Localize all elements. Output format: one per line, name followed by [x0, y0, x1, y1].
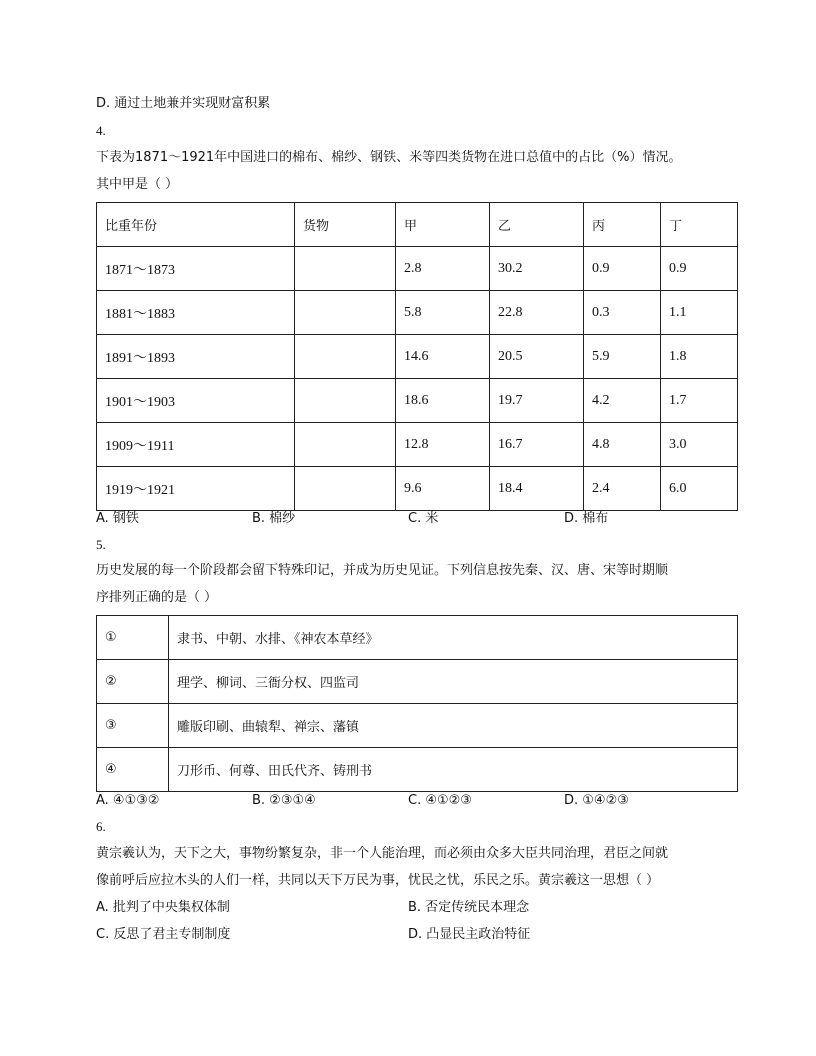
table-cell: 4.2: [584, 379, 661, 423]
table-cell: 0.3: [584, 291, 661, 335]
q5-stem-line1: 历史发展的每一个阶段都会留下特殊印记，并成为历史见证。下列信息按先秦、汉、唐、宋等时期顺: [96, 563, 669, 578]
q6-option-c[interactable]: C. 反思了君主专制制度: [96, 927, 231, 942]
q4-stem-line2: 其中甲是（ ）: [96, 177, 179, 192]
table-cell: 理学、柳词、三衙分权、四监司: [169, 660, 738, 704]
q5-stem-line2: 序排列正确的是（ ）: [96, 590, 218, 605]
table-cell: 18.4: [490, 467, 584, 511]
q5-number: 5.: [96, 537, 106, 552]
table-cell: 30.2: [490, 247, 584, 291]
table-cell: 22.8: [490, 291, 584, 335]
q6-option-a[interactable]: A. 批判了中央集权体制: [96, 900, 230, 915]
q6-stem-line2: 像前呼后应拉木头的人们一样，共同以天下万民为事，忧民之忧，乐民之乐。黄宗羲这一思想（ ）: [96, 873, 660, 888]
table-row: [97, 748, 738, 792]
table-cell: [295, 423, 396, 467]
q4-stem-line1: 下表为1871～1921年中国进口的棉布、棉纱、钢铁、米等四类货物在进口总值中的占比（%）情况。: [96, 150, 682, 165]
table-header-cell: 乙: [490, 203, 584, 247]
table-header-cell: 丁: [661, 203, 738, 247]
table-cell: 1.8: [661, 335, 738, 379]
q4-option-a[interactable]: A. 钢铁: [96, 511, 139, 526]
table-row: [97, 247, 738, 291]
q4-option-c[interactable]: C. 米: [408, 511, 439, 526]
table-cell: 16.7: [490, 423, 584, 467]
table-cell-marker: ④: [97, 748, 169, 792]
table-row: [97, 335, 738, 379]
table-cell: 0.9: [584, 247, 661, 291]
table-cell-marker: ②: [97, 660, 169, 704]
table-row: [97, 291, 738, 335]
table-row: [97, 704, 738, 748]
q4-table-header-row: [97, 203, 738, 247]
table-cell: 0.9: [661, 247, 738, 291]
q6-number: 6.: [96, 819, 106, 834]
table-cell: 20.5: [490, 335, 584, 379]
table-cell: 4.8: [584, 423, 661, 467]
table-cell: 6.0: [661, 467, 738, 511]
table-cell: 1891～1893: [97, 335, 295, 379]
table-header-cell: 丙: [584, 203, 661, 247]
table-cell: 隶书、中朝、水排、《神农本草经》: [169, 616, 738, 660]
table-cell: 1909～1911: [97, 423, 295, 467]
table-row: [97, 616, 738, 660]
q6-option-b[interactable]: B. 否定传统民本理念: [408, 900, 530, 915]
table-header-cell: 货物: [295, 203, 396, 247]
table-cell: 3.0: [661, 423, 738, 467]
table-cell: [295, 291, 396, 335]
table-cell: 1871～1873: [97, 247, 295, 291]
table-cell: 12.8: [396, 423, 490, 467]
table-row: [97, 379, 738, 423]
table-cell: 5.8: [396, 291, 490, 335]
q4-number: 4.: [96, 123, 106, 138]
q4-option-b[interactable]: B. 棉纱: [252, 511, 296, 526]
q6-stem-line1: 黄宗羲认为，天下之大，事物纷繁复杂，非一个人能治理，而必须由众多大臣共同治理，君臣之间就: [96, 846, 669, 861]
table-cell-marker: ③: [97, 704, 169, 748]
table-cell: [295, 467, 396, 511]
table-cell: [295, 335, 396, 379]
q6-option-d[interactable]: D. 凸显民主政治特征: [408, 927, 531, 942]
table-cell: [295, 247, 396, 291]
table-cell: 1901～1903: [97, 379, 295, 423]
table-cell: 14.6: [396, 335, 490, 379]
table-cell: [295, 379, 396, 423]
table-cell: 9.6: [396, 467, 490, 511]
table-cell: 19.7: [490, 379, 584, 423]
table-row: [97, 467, 738, 511]
table-header-cell: 甲: [396, 203, 490, 247]
table-cell: 1881～1883: [97, 291, 295, 335]
previous-question-option-d: D. 通过土地兼并实现财富积累: [96, 96, 271, 111]
table-cell: 5.9: [584, 335, 661, 379]
q5-option-c[interactable]: C. ④①②③: [408, 793, 472, 808]
table-cell: 刀形币、何尊、田氏代齐、铸刑书: [169, 748, 738, 792]
table-cell: 18.6: [396, 379, 490, 423]
q4-option-d[interactable]: D. 棉布: [564, 511, 609, 526]
q5-info-table: [96, 615, 738, 792]
table-cell: 1.7: [661, 379, 738, 423]
table-cell: 1919～1921: [97, 467, 295, 511]
table-row: [97, 660, 738, 704]
q4-data-table: [96, 202, 738, 511]
q5-option-d[interactable]: D. ①④②③: [564, 793, 629, 808]
table-cell: 2.8: [396, 247, 490, 291]
q5-option-a[interactable]: A. ④①③②: [96, 793, 160, 808]
table-cell: 2.4: [584, 467, 661, 511]
table-cell: 1.1: [661, 291, 738, 335]
table-cell: 雕版印刷、曲辕犁、禅宗、藩镇: [169, 704, 738, 748]
q5-option-b[interactable]: B. ②③①④: [252, 793, 316, 808]
table-header-cell: 比重年份: [97, 203, 295, 247]
table-row: [97, 423, 738, 467]
table-cell-marker: ①: [97, 616, 169, 660]
